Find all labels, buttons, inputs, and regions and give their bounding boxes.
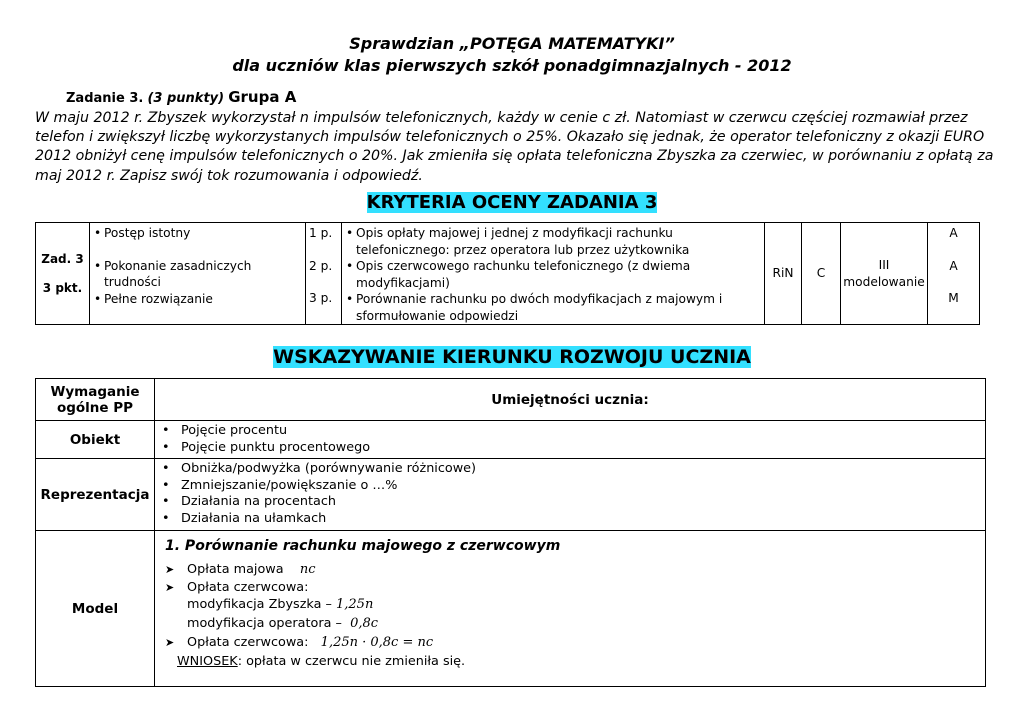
task-points: (3 punkty) [147, 91, 225, 106]
conclusion-text: : opłata w czerwcu nie zmieniła się. [237, 654, 466, 670]
conclusion-label: WNIOSEK [177, 654, 238, 670]
reprezentacja-item: • Działania na procentach [181, 494, 985, 511]
description-item: • Opis czerwcowego rachunku telefonicznego (z dwiema modyfikacjami) [342, 258, 764, 291]
task-text: W maju 2012 r. Zbyszek wykorzystał n impulsów telefonicznych, każdy w cenie c zł. Natomiast w czerwcu częściej rozmawiał przez telefon i zwiększył liczbę wykorzystanych impulsów telefonicznych o 25%. Okazało się jednak, że operator telefoniczny z okazji EURO 2012 obniżył cenę impulsów telefonicznych o 20%. Jak zmieniła się opłata telefoniczna Zbyszka za czerwiec, w porównaniu z opłatą za maj 2012 r. Zapisz swój tok rozumowania i odpowiedź. [35, 110, 994, 184]
criteria-heading-text: KRYTERIA OCENY ZADANIA 3 [366, 192, 658, 213]
level-item: • Pokonanie zasadniczych trudności [90, 258, 305, 291]
model-line: modyfikacja Zbyszka – 1,25n [187, 596, 374, 612]
reprezentacja-label: Reprezentacja [36, 459, 155, 531]
model-line: ➤ Opłata majowa nc [165, 562, 316, 578]
grades-cell [928, 223, 980, 325]
arrow-right-icon: ➤ [165, 580, 175, 594]
grade: M [948, 291, 959, 305]
level-item: • Pełne rozwiązanie [90, 291, 305, 308]
development-heading-text: WSKAZYWANIE KIERUNKU ROZWOJU UCZNIA [273, 346, 751, 368]
requirement-header: Wymaganie ogólne PP [36, 379, 155, 421]
task-id-cell [36, 223, 90, 325]
grade: A [949, 226, 958, 240]
score: 2 p. [309, 258, 333, 273]
obiekt-cell [155, 421, 986, 459]
levels-cell [90, 223, 306, 325]
skills-header: Umiejętności ucznia: [155, 379, 986, 421]
task-group: Grupa A [228, 88, 297, 106]
level-name: modelowanie [843, 274, 925, 289]
grade: A [949, 258, 958, 273]
rin-cell: RiN [765, 223, 802, 325]
model-line: modyfikacja operatora – 0,8c [187, 616, 379, 631]
c-cell: C [802, 223, 841, 325]
task-points-cell: 3 pkt. [42, 280, 83, 295]
task-id: Zad. 3 [41, 252, 84, 266]
reprezentacja-item: • Obniżka/podwyżka (porównywanie różnicowe) [181, 461, 985, 478]
model-line: ➤ Opłata czerwcowa: 1,25n · 0,8c = nc [165, 635, 434, 651]
level-number: III [878, 258, 890, 272]
obiekt-item: • Pojęcie procentu [181, 423, 985, 440]
development-table [35, 378, 986, 687]
level-cell [841, 223, 928, 325]
model-title: 1. Porównanie rachunku majowego z czerwcowym [165, 538, 561, 555]
model-cell [155, 531, 986, 687]
task-heading [66, 88, 296, 106]
reprezentacja-item: • Zmniejszanie/powiększanie o …% [181, 478, 985, 495]
math-expression: 0,8c [350, 616, 379, 631]
description-item: • Opis opłaty majowej i jednej z modyfikacji rachunku telefonicznego: przez operatora lub przez użytkownika [342, 225, 764, 258]
model-line: ➤ Opłata czerwcowa: [165, 579, 309, 595]
math-expression: 1,25n · 0,8c = nc [320, 635, 434, 651]
descriptions-cell [342, 223, 765, 325]
math-expression: 1,25n [336, 596, 374, 612]
task-label: Zadanie 3. [66, 91, 144, 106]
math-expression: nc [299, 562, 316, 578]
description-item: • Porównanie rachunku po dwóch modyfikacjach z majowym i sformułowanie odpowiedzi [342, 291, 764, 324]
conclusion [165, 653, 985, 670]
score: 1 p. [309, 226, 333, 240]
score: 3 p. [309, 291, 333, 305]
development-heading [0, 346, 1024, 368]
criteria-table [35, 222, 980, 325]
document-subtitle: dla uczniów klas pierwszych szkół ponadgimnazjalnych - 2012 [232, 56, 792, 75]
reprezentacja-cell [155, 459, 986, 531]
scores-cell [306, 223, 342, 325]
model-label: Model [36, 531, 155, 687]
arrow-right-icon: ➤ [165, 563, 175, 577]
obiekt-label: Obiekt [36, 421, 155, 459]
arrow-right-icon: ➤ [165, 636, 175, 650]
obiekt-item: • Pojęcie punktu procentowego [181, 440, 985, 457]
document-title: Sprawdzian „POTĘGA MATEMATYKI” [349, 34, 675, 53]
reprezentacja-item: • Działania na ułamkach [181, 511, 985, 528]
level-item: • Postęp istotny [90, 225, 305, 242]
criteria-heading [0, 192, 1024, 213]
